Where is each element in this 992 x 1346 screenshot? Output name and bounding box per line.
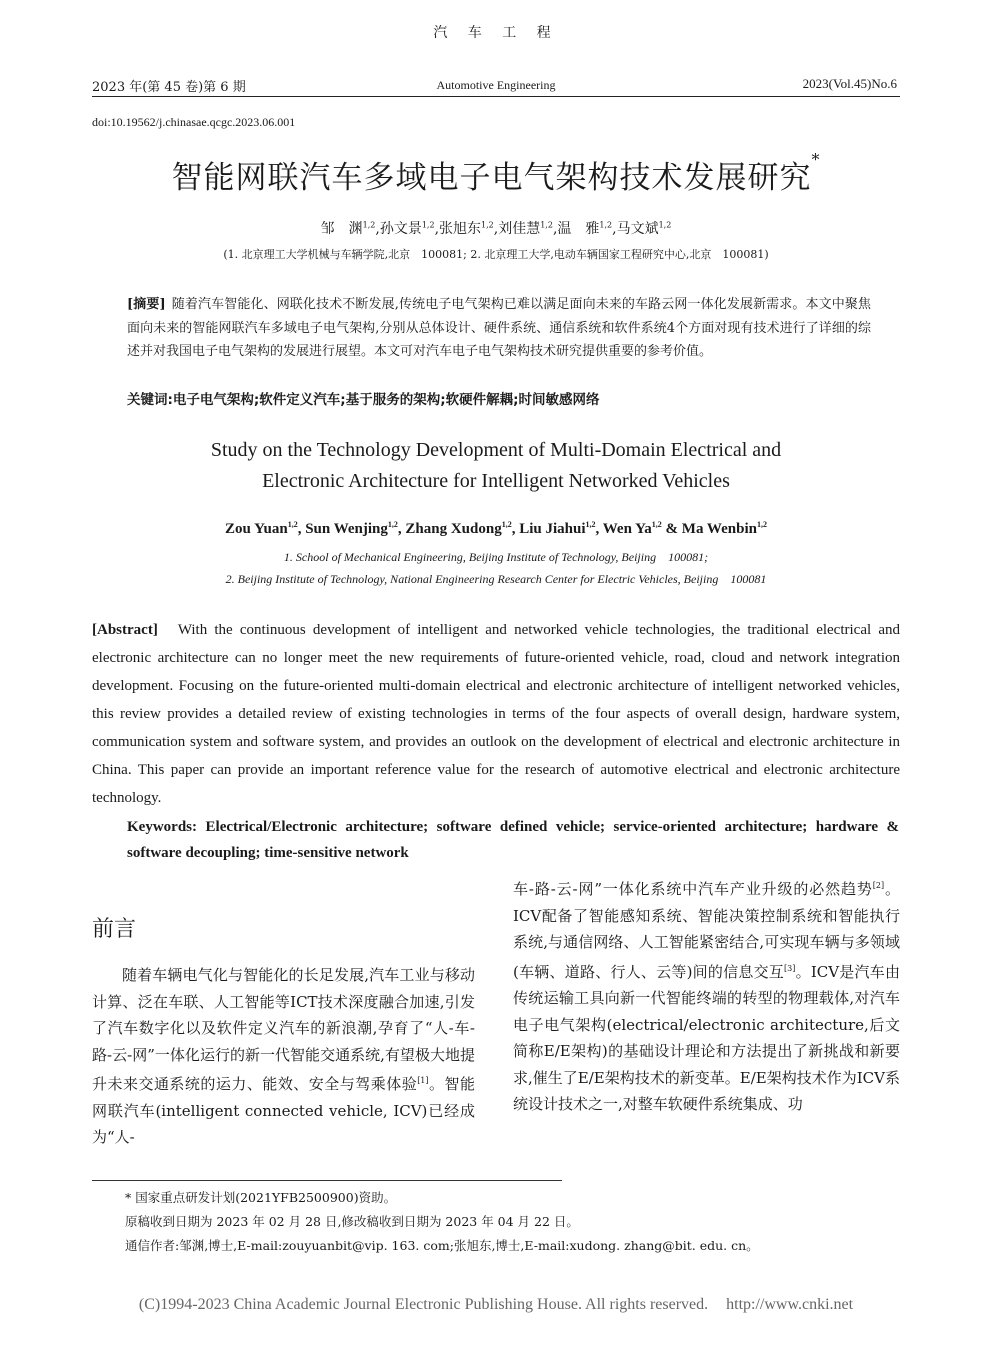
copyright-text: (C)1994-2023 China Academic Journal Electronic Publishing House. All rights reserved. — [138, 1296, 709, 1313]
intro-left-column — [92, 962, 475, 1151]
keywords-en-label: Keywords: — [127, 819, 197, 835]
title-en-line2: Electronic Architecture for Intelligent Networked Vehicles — [262, 470, 730, 492]
author-cn-affil: 1,2 — [658, 220, 672, 230]
authors-cn: 邹 渊$^{1,2}$,孙文景$^{1,2}$,张旭东$^{1,2}$,刘佳慧$^{1,2}$,温 雅$^{1,2}$,马文斌$^{1,2}$ — [320, 220, 672, 237]
abstract-en-label: [Abstract] — [92, 622, 158, 638]
doi: doi:10.19562/j.chinasae.qcgc.2023.06.001 — [92, 115, 296, 129]
body-text: 。智能网联汽车(intelligent connected vehicle, ICV)已经成为“人- — [92, 1075, 475, 1146]
author-en-affil: 1,2 — [287, 520, 298, 529]
author-cn: 马文斌 — [616, 221, 659, 237]
affiliation-cn: (1. 北京理工大学机械与车辆学院,北京 100081; 2. 北京理工大学,电动车辆国家工程研究中心,北京 100081) — [223, 248, 769, 261]
title-cn-text: 智能网联汽车多域电子电气架构技术发展研究 — [171, 160, 812, 196]
keywords-cn — [127, 388, 871, 408]
author-en: Wen Ya — [602, 521, 652, 537]
author-cn-affil: 1,2 — [362, 220, 376, 230]
author-cn: 张旭东 — [439, 221, 482, 237]
footnote-contact: 通信作者:邹渊,博士,E-mail:zouyuanbit@vip. 163. com;张旭东,博士,E-mail:xudong. zhang@bit. edu. cn。 — [125, 1238, 759, 1253]
footnote-fund: * 国家重点研发计划(2021YFB2500900)资助。 — [125, 1190, 397, 1205]
keywords-en — [127, 814, 899, 866]
author-cn-affil: 1,2 — [599, 220, 613, 230]
journal-name-cn: 汽 车 工 程 — [433, 25, 559, 41]
affiliation-en-1: 1. School of Mechanical Engineering, Beijing Institute of Technology, Beijing 100081; — [283, 550, 709, 564]
author-en-affil: 1,2 — [501, 520, 512, 529]
citation: [2] — [872, 881, 885, 890]
footnote-dates: 原稿收到日期为 2023 年 02 月 28 日,修改稿收到日期为 2023 年 04 月 22 日。 — [125, 1214, 579, 1229]
issue-en: 2023(Vol.45)No.6 — [802, 76, 897, 91]
author-en: Ma Wenbin — [681, 521, 757, 537]
abstract-en-text: With the continuous development of intelligent and networked vehicle technologies, the traditional electrical and electronic architecture can no longer meet the new requirements of future-oriented vehicle, road, cloud and network integration development. Focusing on the future-oriented multi-domain electrical and electronic architecture of intelligent networked vehicles, this review provides a detailed review of existing technologies in terms of the four aspects of overall design, hardware system, communication system and software system, and provides an outlook on the development of electrical and electronic architecture in China. This paper can provide an important reference value for the research of automotive electrical and electronic architecture technology. — [92, 622, 900, 806]
author-en: Zhang Xudong — [405, 521, 502, 537]
abstract-cn-label: [摘要] — [127, 297, 166, 312]
title-cn-mark: * — [811, 150, 821, 169]
author-en-affil: 1,2 — [585, 520, 596, 529]
issue-cn: 2023 年(第 45 卷)第 6 期 — [92, 80, 246, 95]
body-text: 。ICV是汽车由传统运输工具向新一代智能终端的转型的物理载体,对汽车电子电气架构(electrical/electronic architecture,后文简称E/E架构)的基础设计理论和方法提出了新挑战和新要求,催生了E/E架构技术的新变革。E/E架构技术作为ICV系统设计技术之一,对整车软硬件系统集成、功 — [513, 962, 900, 1113]
author-en-affil: 1,2 — [387, 520, 398, 529]
keywords-cn-text: 电子电气架构;软件定义汽车;基于服务的架构;软硬件解耦;时间敏感网络 — [172, 392, 600, 408]
intro-right-column — [513, 873, 900, 1118]
journal-name-en: Automotive Engineering — [436, 78, 556, 92]
author-cn: 温 雅 — [557, 221, 600, 237]
author-en-affil: 1,2 — [756, 520, 767, 529]
author-en: Liu Jiahui — [519, 521, 586, 537]
author-en: Zou Yuan — [225, 521, 288, 537]
body-text: 随着车辆电气化与智能化的长足发展,汽车工业与移动计算、泛在车联、人工智能等ICT技术深度融合加速,引发了汽车数字化以及软件定义汽车的新浪潮,孕育了“人-车-路-云-网”一体化运行的新一代智能交通系统,有望极大地提升未来交通系统的运力、能效、安全与驾乘体验 — [92, 966, 475, 1093]
abstract-cn — [127, 293, 871, 364]
copyright-notice — [0, 1296, 992, 1314]
copyright-url: http://www.cnki.net — [726, 1296, 854, 1313]
abstract-cn-text: 随着汽车智能化、网联化技术不断发展,传统电子电气架构已难以满足面向未来的车路云网一体化发展新需求。本文中聚焦面向未来的智能网联汽车多域电子电气架构,分别从总体设计、硬件系统、通信系统和软件系统4个方面对现有技术进行了详细的综述并对我国电子电气架构的发展进行展望。本文可对汽车电子电气架构技术研究提供重要的参考价值。 — [127, 297, 871, 359]
author-cn: 邹 渊 — [320, 221, 363, 237]
citation: [3] — [784, 963, 796, 973]
body-text: 车-路-云-网”一体化系统中汽车产业升级的必然趋势 — [513, 880, 873, 898]
author-cn-affil: 1,2 — [540, 220, 553, 230]
keywords-en-text: Electrical/Electronic architecture; software defined vehicle; service-oriented architecture; hardware & software decoupling; time-sensitive network — [127, 819, 900, 861]
title-en — [0, 435, 992, 497]
author-en: Sun Wenjing — [305, 521, 388, 537]
body-text: 。ICV配备了智能感知系统、智能决策控制系统和智能执行系统,与通信网络、人工智能紧密结合,可实现车辆与多领域(车辆、道路、行人、云等)间的信息交互 — [513, 880, 900, 981]
author-cn: 刘佳慧 — [498, 221, 541, 237]
keywords-cn-label: 关键词: — [127, 392, 173, 408]
title-cn — [0, 152, 992, 197]
title-en-line1: Study on the Technology Development of Multi-Domain Electrical and — [210, 439, 782, 461]
header-rule — [92, 96, 900, 97]
footnote-rule — [92, 1180, 562, 1181]
abstract-en — [92, 616, 900, 812]
author-cn: 孙文景 — [379, 221, 422, 237]
author-cn-affil: 1,2 — [421, 220, 435, 230]
author-en-affil: 1,2 — [651, 520, 662, 529]
section-heading: 前言 — [92, 917, 137, 942]
authors-en: Zou Yuan$^{1,2}$, Sun Wenjing$^{1,2}$, Zhang Xudong$^{1,2}$, Liu Jiahui$^{1,2}$, Wen Ya$^{1,2}$ & Ma Wenbin$^{1,2}$ — [225, 520, 767, 537]
affiliation-en-2: 2. Beijing Institute of Technology, National Engineering Research Center for Electric Vehicles, Beijing 100081 — [225, 572, 767, 586]
author-cn-affil: 1,2 — [481, 220, 494, 230]
citation: [1] — [417, 1076, 429, 1085]
